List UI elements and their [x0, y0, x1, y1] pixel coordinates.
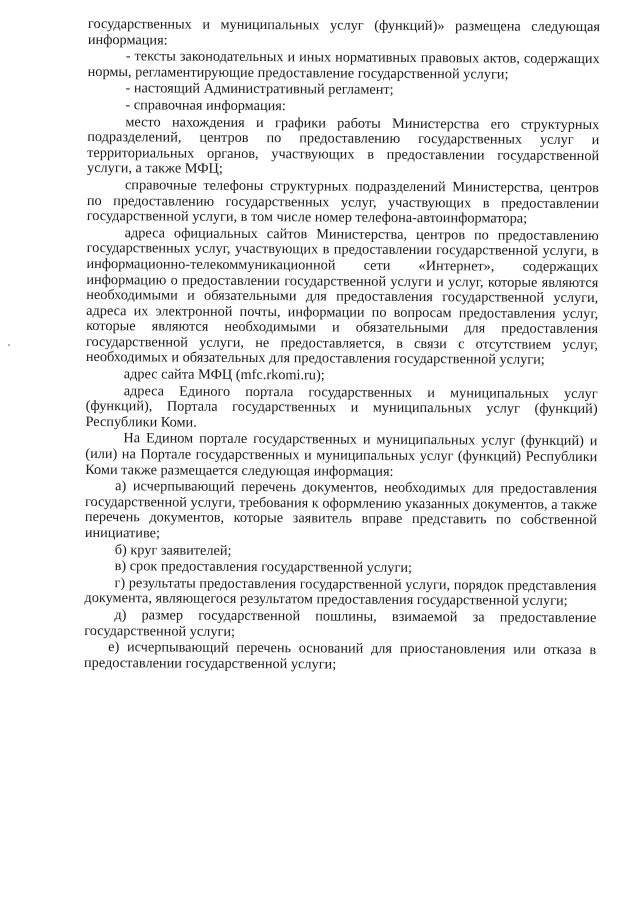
paragraph-phones: справочные телефоны структурных подразделений Министерства, центров по предоставлению государственных услуг, участвующих в предоставлении государственной услуги, в том числе номер телефона-автоинформатора;	[86, 177, 600, 227]
scan-artifact-dot	[8, 344, 10, 346]
paragraph-portals: адреса Единого портала государственных и муниципальных услуг (функций), Портала государственных и муниципальных услуг (функций) Республики Коми.	[85, 382, 598, 431]
list-item-e: е) исчерпывающий перечень оснований для приостановления или отказа в предоставлении государственной услуги;	[84, 639, 597, 673]
paragraph-location: место нахождения и графики работы Министерства его структурных подразделений, центров по предоставлению государственных услуг и территориальных органов, участвующих в предоставлении государственной услуги, а также МФЦ;	[87, 113, 600, 178]
list-item-g: г) результаты предоставления государственной услуги, порядок представления документа, являющегося результатом предоставления государственной услуги;	[84, 574, 597, 610]
list-item-v: в) срок предоставления государственной услуги;	[114, 558, 413, 577]
document-page	[84, 17, 600, 675]
list-item-d: д) размер государственной пошлины, взимаемой за предоставление государственной услуги;	[84, 607, 597, 640]
paragraph-portal-info: На Едином портале государственных и муниципальных услуг (функций) и (или) на Портале государственных и муниципальных услуг (функций) Республики Коми также размещается следующая информация:	[85, 430, 598, 480]
paragraph-mfc-site: адрес сайта МФЦ (mfc.rkomi.ru);	[123, 366, 325, 384]
paragraph-intro: государственных и муниципальных услуг (функций)» размещена следующая информация:	[87, 16, 600, 49]
paragraph-regulation: - настоящий Административный регламент;	[125, 80, 394, 99]
list-item-b: б) круг заявителей;	[114, 541, 232, 559]
paragraph-websites: адреса официальных сайтов Министерства, центров по предоставлению государственных услуг, участвующих в предоставлении государственной услуги, в информационно-телекоммуникационной сети «Интернет», содержащих информацию о предоставлении государственной услуги и услуг, которые являются необходимыми и обязательными для предоставления государственной услуги, адреса их электронной почты, информации по вопросам предоставления услуг, которые являются необходимыми и обязательными для предоставления государственной услуги, не предоставляется, в связи с отсутствием услуг, необходимых и обязательных для предоставления государственной услуги;	[85, 224, 599, 369]
paragraph-reference-info: - справочная информация:	[125, 97, 286, 115]
paragraph-legal-texts: - тексты законодательных и иных нормативных правовых актов, содержащих нормы, регламентирующие предоставление государственной услуги;	[87, 48, 600, 83]
list-item-a: а) исчерпывающий перечень документов, необходимых для предоставления государственной услуги, требования к оформлению указанных документов, а также перечень документов, которые заявитель вправе представить по собственной инициативе;	[84, 478, 598, 542]
